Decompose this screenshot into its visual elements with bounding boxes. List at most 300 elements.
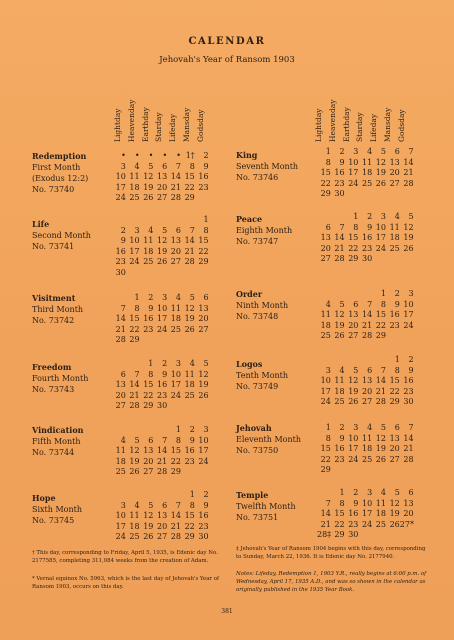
day-cell: 22 [184,521,195,531]
weekday-label: Lightday [113,108,122,142]
day-cell: 16 [115,246,126,256]
day-cell: 28 [184,257,195,266]
day-cell: 8 [339,498,345,508]
day-cell: 2 [203,151,209,160]
day-cell: 11 [184,369,195,379]
day-cell: 13 [320,233,331,242]
day-cell: 21 [375,386,386,396]
day-cell: 9 [339,157,345,167]
day-cell: 7 [175,161,181,171]
month-detail: No. 73741 [32,242,75,251]
month-detail: Ninth Month [236,301,289,310]
day-cell: 22 [170,456,181,466]
day-cell: 11 [129,511,140,520]
day-cell: 17 [320,386,331,396]
month-detail: No. 73746 [236,173,279,182]
day-cell: 17 [115,521,126,531]
day-cell: 3 [380,212,386,221]
day-cell: 22 [184,182,195,192]
day-cell: 2 [353,488,359,497]
day-cell: 26 [334,331,345,340]
day-cell: 17 [129,246,140,256]
day-cell: 24 [403,320,414,330]
day-cell: 1 [339,488,345,497]
day-cell: 19 [375,444,386,453]
day-cell: 19 [375,168,386,177]
day-cell: • [134,151,140,160]
day-cell: 13 [115,380,126,389]
day-cell: 29 [129,335,140,344]
day-cell: 6 [394,147,400,156]
day-cell: 13 [362,376,373,385]
day-cell: 16 [389,310,400,319]
weekday-label: Heavenday [126,99,136,142]
month-detail: No. 73743 [32,385,75,394]
day-cell: 19 [403,233,414,242]
day-cell: 29 [348,254,359,263]
month-detail: No. 73742 [32,316,75,325]
day-cell: 19 [198,380,209,389]
day-cell: 10 [348,433,359,443]
footnote-vernal: * Vernal equinox No. 5963, which is the last day of Jehovah's Year of Ransom 1903, occurs on this day. [32,576,219,590]
day-cell: 21 [170,182,181,192]
day-cell: 17 [348,444,359,453]
day-cell: 29 [334,530,345,539]
month-detail: Third Month [32,305,84,314]
day-cell: 11 [115,446,126,455]
day-cell: 19 [129,456,140,466]
day-cell: 29 [320,189,331,198]
month-name: Vindication [32,425,84,435]
day-cell: 5 [134,435,140,445]
day-cell: 23 [198,521,209,531]
day-cell: 21 [403,444,414,453]
day-cell: 11 [362,157,373,167]
weekday-label: Heavenday [327,99,337,142]
day-cell: 5 [380,147,386,156]
day-cell [358,289,372,300]
day-cell [345,355,359,366]
day-cell: 15 [129,314,140,323]
day-cell: 3 [367,488,373,497]
day-cell: 23 [389,320,400,330]
day-cell: 12 [348,376,359,385]
month-label [32,425,84,458]
day-cell: 26 [143,532,154,541]
day-cell: 17 [170,380,181,389]
day-cell: 25 [320,331,331,340]
day-grid [317,147,414,200]
day-cell: 8 [394,365,400,375]
month-label [236,423,301,456]
day-cell: 25 [143,257,154,266]
day-cell: 26 [389,519,400,529]
day-cell: 13 [157,511,168,520]
day-cell: 4 [148,225,154,235]
day-cell: 12 [143,172,154,181]
day-cell: 3 [325,365,331,375]
day-cell: 28 [334,254,345,263]
day-cell: 19 [389,509,400,518]
day-cell: 1 [394,355,400,364]
day-cell [317,355,331,366]
month-label [32,219,91,252]
day-cell: 24 [375,243,386,253]
day-cell: 2 [203,490,209,499]
day-cell: 9 [148,303,154,313]
day-cell: 4 [175,293,181,302]
day-cell: 13 [143,446,154,455]
day-cell: 2 [148,293,154,302]
month-name: Temple [236,490,269,500]
day-cell: 3 [162,293,168,302]
day-cell: 5 [148,500,154,510]
day-cell: 27 [143,467,154,476]
day-cell: 16 [362,233,373,242]
month-detail: Eighth Month [236,226,293,235]
day-cell: 11 [389,222,400,232]
day-cell: 5 [394,488,400,497]
day-cell [153,490,167,501]
day-cell: 10 [403,299,414,309]
day-cell: 20 [170,246,181,256]
day-cell: 19 [157,246,168,256]
day-cell: 16 [157,380,168,389]
day-cell: 13 [198,303,209,313]
day-cell: 20 [157,182,168,192]
day-cell: 23 [198,182,209,192]
month-detail: No. 73747 [236,237,279,246]
month-detail: Eleventh Month [236,435,301,444]
day-cell: 8 [175,435,181,445]
day-cell: 28 [157,467,168,476]
day-cell: • [121,151,126,160]
day-cell: 28 [362,331,373,340]
day-cell: 29 [184,193,195,202]
day-cell: 30 [362,254,373,263]
day-cell: 13 [157,172,168,181]
day-cell: 11 [320,310,331,319]
day-cell: 20 [362,386,373,396]
day-cell [112,215,126,226]
day-cell: 15 [143,380,154,389]
day-cell: 23 [334,178,345,188]
day-cell: 22 [375,320,386,330]
day-cell: • [176,151,181,160]
day-cell: 27 [389,454,400,464]
day-cell: 16 [334,168,345,177]
day-cell: 12 [375,433,386,443]
day-cell [140,425,154,436]
day-cell: 3 [353,147,359,156]
day-cell: 9 [203,161,209,171]
day-cell: 18 [115,456,126,466]
day-cell: 23 [143,324,154,334]
day-cell [181,215,195,226]
month-name: Peace [236,214,263,224]
day-cell: 9 [408,365,414,375]
day-cell [372,355,386,366]
day-cell: 3 [353,423,359,432]
page-title: CALENDAR [188,36,266,47]
day-cell: 30 [157,401,168,410]
day-cell: 26 [157,257,168,266]
month-detail: Fourth Month [32,374,89,383]
day-cell: 2 [162,359,168,368]
day-cell: 21 [334,243,345,253]
weekday-label: Earthday [140,107,150,142]
day-cell: 17 [375,233,386,242]
day-cell: 13 [170,236,181,245]
day-cell: 14 [362,310,373,319]
day-cell [140,215,154,226]
day-cell: 18 [320,320,331,330]
day-cell: 27 [320,254,331,263]
day-cell: 24 [362,519,373,529]
day-cell: 24 [348,178,359,188]
day-cell: 29 [170,467,181,476]
page-subtitle: Jehovah's Year of Ransom 1903 [159,55,295,65]
day-cell: 8 [325,433,331,443]
day-cell: 4 [339,365,345,375]
day-cell: 10 [170,369,181,379]
day-cell: 8 [148,369,154,379]
day-cell [195,193,209,204]
day-cell: 24 [115,193,126,202]
day-cell: 14 [115,314,126,323]
day-cell: 4 [367,147,373,156]
day-cell: 12 [334,310,345,319]
day-cell: 30 [198,532,209,541]
day-cell: 30 [348,530,359,539]
day-cell: 18 [129,521,140,531]
day-grid [112,490,209,543]
day-cell: 6 [325,222,331,232]
month-detail: Seventh Month [236,162,299,171]
day-grid [317,488,414,541]
day-cell: 9 [162,369,168,379]
day-cell: 17 [362,509,373,518]
day-cell: 24 [129,257,140,266]
day-cell: 15 [184,172,195,181]
day-cell: 20 [115,390,126,400]
day-cell: 14 [129,380,140,389]
day-cell: 25 [184,390,195,400]
month-label [236,150,298,183]
day-cell: 20 [403,509,414,518]
day-cell: 28 [375,397,386,406]
footnote-notes: Notes: Lifeday, Redemption 1, 1903 Y.R., really begins at 6:00 p.m. of Wednesday, April 17, 1935 A.D., and was so shown in the calendar as originally published in the 1935 Year Book. [236,571,427,593]
day-cell: 10 [157,303,168,313]
month-detail: First Month [32,163,81,172]
day-cell: 4 [325,299,331,309]
day-cell [331,355,345,366]
day-cell: 10 [115,172,126,181]
day-cell: 23 [362,243,373,253]
day-cell [317,212,331,223]
day-cell [153,215,167,226]
day-cell: 16 [403,376,414,385]
day-cell: 18 [375,509,386,518]
day-cell: 1 [380,289,386,298]
month-detail: No. 73740 [32,185,75,194]
day-cell: 3 [175,359,181,368]
day-cell: 7 [325,498,331,508]
day-cell: 2 [189,425,195,434]
day-cell: 12 [389,498,400,508]
month-name: Visitment [32,293,76,303]
day-cell: 19 [143,182,154,192]
day-cell: 18 [170,314,181,323]
month-name: Freedom [32,362,72,372]
month-detail: No. 73751 [236,513,279,522]
day-cell: 9 [353,498,359,508]
day-cell: 20 [389,168,400,177]
day-cell: 25 [115,467,126,476]
day-cell: 12 [184,303,195,313]
day-cell: 5 [162,225,168,235]
day-cell: 15 [348,233,359,242]
day-cell: 27 [115,401,126,410]
day-cell: 11 [375,498,386,508]
day-cell [167,490,181,501]
day-cell: 29 [184,532,195,541]
day-cell: 13 [389,157,400,167]
month-name: Order [236,289,263,299]
day-cell [112,490,126,501]
day-cell: 9 [367,222,373,232]
day-cell: 22 [320,178,331,188]
day-cell: 25 [129,532,140,541]
day-cell: 1 [148,359,154,368]
day-cell: 27 [362,397,373,406]
day-cell [153,425,167,436]
day-cell: 1 [175,425,181,434]
day-cell [331,212,345,223]
page-number: 381 [221,608,233,615]
month-detail: Fifth Month [32,437,81,446]
weekday-label: Starday [355,112,365,142]
day-cell: 30 [115,267,126,277]
month-detail: No. 73748 [236,312,279,321]
day-cell: 23 [157,390,168,400]
day-cell: 7 [408,147,414,156]
day-cell: 27 [348,331,359,340]
day-grid [112,293,209,346]
month-detail: Tenth Month [236,371,289,380]
day-cell: 10 [115,511,126,520]
day-cell: 6 [148,435,154,445]
day-cell: 14 [170,172,181,181]
day-cell: 20 [143,456,154,466]
day-cell [140,490,154,501]
footnote-dagger: † This day, corresponding to Friday, April 5, 1935, is Edenic day No. 2177585, completing 311,084 weeks from the creation of Adam. [32,550,218,564]
day-cell: 24 [170,390,181,400]
day-cell: 6 [175,225,181,235]
day-cell: 1 [353,212,359,221]
day-cell: 8 [189,161,195,171]
day-cell: 18 [334,386,345,396]
day-cell: 25 [389,243,400,253]
day-cell: 4 [134,500,140,510]
day-cell: 29 [375,331,386,340]
day-cell: 8 [203,225,209,235]
day-cell: 21 [362,320,373,330]
month-label [32,293,83,326]
month-label [236,359,288,392]
day-cell: 28 [115,335,126,344]
day-cell: 9 [120,236,126,245]
day-grid [112,425,209,478]
weekday-label: Lifeday [369,113,379,142]
day-cell: 8 [353,222,359,232]
day-cell: 6 [203,293,209,302]
day-cell: 6 [353,299,359,309]
day-cell: 19 [143,521,154,531]
day-cell: 15 [375,310,386,319]
day-cell: 3 [120,161,126,171]
day-cell: 25 [170,324,181,334]
day-cell: • [148,151,154,160]
day-cell: 19 [184,314,195,323]
month-label [236,490,296,523]
day-cell: 2 [367,212,373,221]
day-cell: 29 [320,465,331,474]
day-cell: 25 [362,178,373,188]
day-cell: 25 [362,454,373,464]
month-detail: Twelfth Month [236,502,296,511]
day-cell: 24 [320,397,331,406]
day-cell: 21 [320,519,331,529]
day-cell: 25 [129,193,140,202]
weekday-label: Earthday [341,107,351,142]
day-cell: 5 [203,359,209,368]
day-cell: 11 [170,303,181,313]
day-cell: 27* [399,519,414,529]
day-cell: 5 [408,212,414,221]
day-cell: 21 [403,168,414,177]
day-cell: 17 [403,310,414,319]
day-cell: 7 [189,225,195,235]
day-cell: 14 [157,446,168,455]
day-cell [126,490,140,501]
day-cell: 6 [120,369,126,379]
day-cell: 23 [348,519,359,529]
day-cell: 17 [115,182,126,192]
day-cell [126,425,140,436]
day-cell: 10 [129,236,140,245]
day-cell: 15 [320,444,331,453]
day-cell [331,289,345,300]
day-cell [112,293,126,304]
day-cell: 27 [157,532,168,541]
day-cell: 24 [157,324,168,334]
day-cell [112,359,126,370]
day-cell: 15 [170,446,181,455]
day-cell: 3 [408,289,414,298]
weekday-label: Starday [154,112,164,142]
month-name: King [236,150,258,160]
day-cell: 17 [348,168,359,177]
day-cell: 7 [162,435,168,445]
day-cell: 18 [129,182,140,192]
day-cell: 22 [198,246,209,256]
day-cell: 26 [184,324,195,334]
day-cell: 8 [134,303,140,313]
day-cell: 3 [120,500,126,510]
day-cell: 18 [184,380,195,389]
month-name: Redemption [32,151,87,161]
